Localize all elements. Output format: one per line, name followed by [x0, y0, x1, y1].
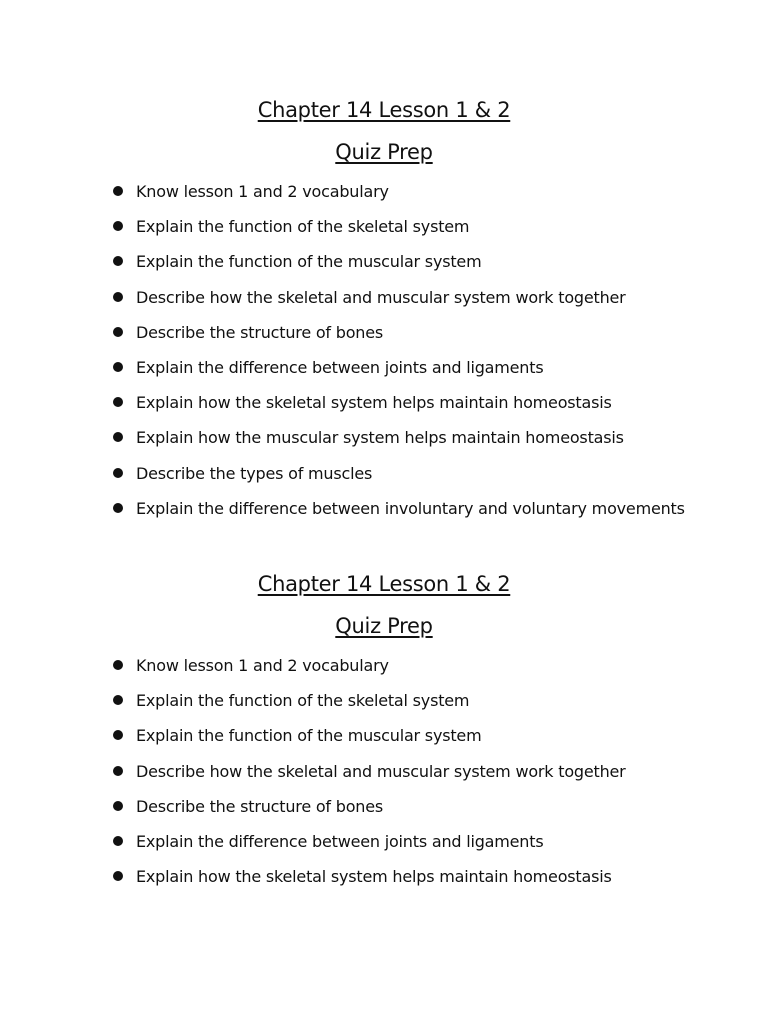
bullet-icon	[113, 836, 123, 846]
list-item	[0, 683, 768, 718]
bullet-icon	[113, 397, 123, 407]
list-item-text: Explain the difference between joints and ligaments	[136, 357, 544, 377]
list-item	[0, 754, 768, 789]
bullet-icon	[113, 660, 123, 670]
quiz-prep-section-2	[0, 570, 768, 894]
list-item	[0, 420, 768, 455]
list-item	[0, 456, 768, 491]
list-item-text: Explain the function of the skeletal system	[136, 217, 470, 237]
quiz-prep-section-1	[0, 96, 768, 526]
list-item	[0, 491, 768, 526]
list-item	[0, 350, 768, 385]
list-item-text: Explain how the muscular system helps maintain homeostasis	[136, 428, 624, 448]
bullet-icon	[113, 256, 123, 266]
list-item-text: Explain the function of the skeletal system	[136, 691, 470, 711]
list-item-text: Know lesson 1 and 2 vocabulary	[136, 656, 389, 675]
bullet-icon	[113, 327, 123, 337]
section-title: Chapter 14 Lesson 1 & 2	[257, 98, 511, 122]
list-item	[0, 244, 768, 279]
list-item	[0, 385, 768, 420]
list-item-text: Explain how the skeletal system helps maintain homeostasis	[136, 393, 612, 413]
list-item-text: Describe how the skeletal and muscular system work together	[136, 287, 626, 307]
bullet-icon	[113, 695, 123, 705]
list-item	[0, 718, 768, 753]
list-item-text: Explain the function of the muscular system	[136, 252, 482, 272]
list-item	[0, 209, 768, 244]
objective-list	[0, 648, 768, 894]
objective-list	[0, 174, 768, 526]
bullet-icon	[113, 432, 123, 442]
section-subtitle: Quiz Prep	[335, 614, 433, 638]
list-item-text: Describe the types of muscles	[136, 463, 373, 483]
bullet-icon	[113, 468, 123, 478]
list-item-text: Explain the function of the muscular system	[136, 726, 482, 746]
list-item-text: Describe how the skeletal and muscular system work together	[136, 761, 626, 781]
section-title: Chapter 14 Lesson 1 & 2	[257, 572, 511, 596]
list-item-text: Explain the difference between joints and ligaments	[136, 831, 544, 851]
list-item	[0, 315, 768, 350]
list-item-text: Explain the difference between involuntary and voluntary movements	[136, 498, 685, 518]
bullet-icon	[113, 186, 123, 196]
bullet-icon	[113, 292, 123, 302]
bullet-icon	[113, 221, 123, 231]
list-item	[0, 174, 768, 209]
bullet-icon	[113, 362, 123, 372]
list-item	[0, 859, 768, 894]
list-item	[0, 789, 768, 824]
bullet-icon	[113, 730, 123, 740]
bullet-icon	[113, 871, 123, 881]
list-item-text: Know lesson 1 and 2 vocabulary	[136, 182, 389, 201]
list-item-text: Explain how the skeletal system helps maintain homeostasis	[136, 867, 612, 887]
list-item	[0, 824, 768, 859]
list-item	[0, 648, 768, 683]
list-item-text: Describe the structure of bones	[136, 322, 384, 342]
list-item	[0, 280, 768, 315]
section-subtitle: Quiz Prep	[335, 140, 433, 164]
list-item-text: Describe the structure of bones	[136, 796, 384, 816]
bullet-icon	[113, 801, 123, 811]
bullet-icon	[113, 766, 123, 776]
bullet-icon	[113, 503, 123, 513]
